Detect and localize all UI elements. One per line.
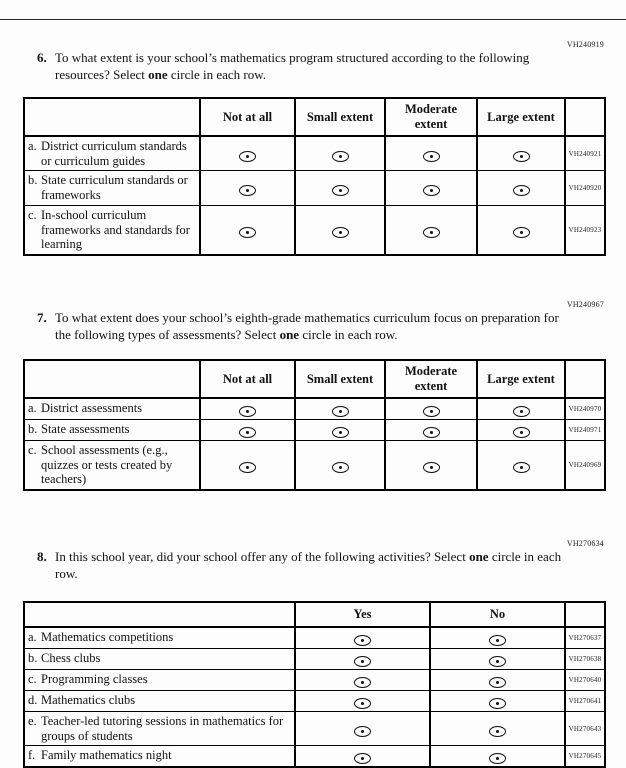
oval-cell-yes	[295, 746, 430, 768]
oval-mark	[246, 231, 249, 234]
empty-code-header-cell	[565, 602, 605, 627]
row-letter: b.	[28, 173, 38, 188]
oval-mark	[496, 681, 499, 684]
oval-mark	[430, 466, 433, 469]
response-oval[interactable]	[332, 185, 349, 196]
question-number: 6.	[37, 50, 47, 65]
oval-cell-yes	[295, 648, 430, 669]
response-oval[interactable]	[239, 227, 256, 238]
response-oval[interactable]	[354, 698, 371, 709]
question-text: In this school year, did your school offer any of the following activities? Select one circle in each row.	[55, 549, 562, 581]
oval-cell-small-extent	[295, 398, 385, 420]
oval-mark	[430, 231, 433, 234]
row-text: Chess clubs	[41, 650, 101, 665]
question-7-head	[37, 310, 598, 344]
oval-mark	[361, 660, 364, 663]
response-oval[interactable]	[332, 427, 349, 438]
oval-mark	[246, 431, 249, 434]
row-letter: d.	[28, 692, 38, 707]
oval-mark	[496, 702, 499, 705]
question-text: To what extent does your school’s eighth-grade mathematics curriculum focus on preparation for the following types of assessments? Select one circle in each row.	[55, 310, 559, 342]
empty-header-cell	[24, 98, 200, 136]
oval-cell-no	[430, 746, 565, 768]
oval-mark	[361, 681, 364, 684]
oval-cell-not-at-all	[200, 205, 295, 255]
empty-code-header-cell	[565, 360, 605, 398]
column-header-moderate-extent: Moderate extent	[385, 98, 477, 136]
column-header-yes: Yes	[295, 602, 430, 627]
row-label	[24, 690, 295, 711]
oval-mark	[339, 189, 342, 192]
page-content	[23, 20, 604, 768]
response-oval[interactable]	[513, 185, 530, 196]
row-code: VH270637	[565, 627, 605, 649]
response-oval[interactable]	[239, 427, 256, 438]
row-code: VH240971	[565, 419, 605, 440]
row-text: Teacher-led tutoring sessions in mathematics for groups of students	[41, 713, 284, 743]
oval-cell-large-extent	[477, 419, 565, 440]
oval-mark	[339, 410, 342, 413]
response-oval[interactable]	[332, 406, 349, 417]
oval-mark	[520, 466, 523, 469]
oval-cell-yes	[295, 711, 430, 746]
oval-cell-small-extent	[295, 419, 385, 440]
response-oval[interactable]	[332, 462, 349, 473]
response-oval[interactable]	[354, 753, 371, 764]
oval-mark	[520, 431, 523, 434]
row-code: VH240921	[565, 136, 605, 171]
column-header-large-extent: Large extent	[477, 360, 565, 398]
oval-mark	[339, 231, 342, 234]
row-text: State assessments	[41, 421, 130, 436]
column-header-not-at-all: Not at all	[200, 98, 295, 136]
oval-mark	[430, 189, 433, 192]
response-oval[interactable]	[239, 406, 256, 417]
header-row	[24, 602, 605, 627]
question-6-table	[23, 97, 606, 256]
row-code: VH270645	[565, 746, 605, 768]
response-oval[interactable]	[513, 406, 530, 417]
oval-cell-small-extent	[295, 171, 385, 206]
oval-cell-moderate-extent	[385, 205, 477, 255]
question-text: To what extent is your school’s mathematics program structured according to the following resources? Select one circle in each row.	[55, 50, 530, 82]
response-oval[interactable]	[423, 462, 440, 473]
response-oval[interactable]	[513, 151, 530, 162]
oval-cell-no	[430, 648, 565, 669]
oval-cell-large-extent	[477, 205, 565, 255]
oval-cell-no	[430, 669, 565, 690]
table-row	[24, 746, 605, 768]
oval-cell-not-at-all	[200, 440, 295, 490]
column-header-large-extent: Large extent	[477, 98, 565, 136]
response-oval[interactable]	[489, 656, 506, 667]
row-label	[24, 669, 295, 690]
question-number: 8.	[37, 549, 47, 565]
oval-mark	[361, 757, 364, 760]
oval-cell-no	[430, 627, 565, 649]
oval-cell-moderate-extent	[385, 136, 477, 171]
row-letter: f.	[28, 748, 36, 763]
row-label	[24, 648, 295, 669]
oval-mark	[430, 431, 433, 434]
row-code: VH270643	[565, 711, 605, 746]
table-row	[24, 440, 605, 490]
row-label	[24, 136, 200, 171]
oval-cell-not-at-all	[200, 419, 295, 440]
oval-mark	[361, 702, 364, 705]
oval-mark	[361, 639, 364, 642]
row-label	[24, 440, 200, 490]
header-row	[24, 360, 605, 398]
oval-cell-not-at-all	[200, 136, 295, 171]
response-oval[interactable]	[423, 151, 440, 162]
oval-mark	[520, 410, 523, 413]
question-7-table	[23, 359, 606, 491]
row-letter: e.	[28, 713, 37, 728]
response-oval[interactable]	[513, 462, 530, 473]
oval-cell-moderate-extent	[385, 419, 477, 440]
row-letter: b.	[28, 421, 38, 436]
oval-cell-large-extent	[477, 171, 565, 206]
oval-cell-moderate-extent	[385, 440, 477, 490]
oval-cell-not-at-all	[200, 171, 295, 206]
question-7-section	[23, 301, 604, 491]
table-row	[24, 171, 605, 206]
response-oval[interactable]	[513, 427, 530, 438]
oval-mark	[496, 639, 499, 642]
column-header-small-extent: Small extent	[295, 360, 385, 398]
response-oval[interactable]	[332, 151, 349, 162]
row-letter: c.	[28, 207, 37, 222]
question-6-head	[37, 50, 598, 84]
table-row	[24, 690, 605, 711]
oval-mark	[430, 155, 433, 158]
column-header-not-at-all: Not at all	[200, 360, 295, 398]
oval-mark	[520, 189, 523, 192]
question-7-code: VH240967	[566, 300, 604, 310]
row-text: State curriculum standards or frameworks	[41, 173, 188, 203]
oval-cell-large-extent	[477, 398, 565, 420]
response-oval[interactable]	[332, 227, 349, 238]
oval-mark	[430, 410, 433, 413]
oval-cell-moderate-extent	[385, 398, 477, 420]
oval-mark	[246, 410, 249, 413]
oval-cell-small-extent	[295, 136, 385, 171]
oval-mark	[246, 189, 249, 192]
response-oval[interactable]	[354, 726, 371, 737]
row-code: VH240970	[565, 398, 605, 420]
response-oval[interactable]	[489, 677, 506, 688]
response-oval[interactable]	[489, 635, 506, 646]
column-header-moderate-extent: Moderate extent	[385, 360, 477, 398]
response-oval[interactable]	[239, 151, 256, 162]
row-label	[24, 746, 295, 768]
question-6-code: VH240919	[566, 40, 604, 49]
oval-cell-small-extent	[295, 440, 385, 490]
row-code: VH240920	[565, 171, 605, 206]
question-8-head	[37, 549, 598, 583]
oval-mark	[496, 757, 499, 760]
response-oval[interactable]	[513, 227, 530, 238]
response-oval[interactable]	[239, 462, 256, 473]
oval-cell-not-at-all	[200, 398, 295, 420]
oval-mark	[361, 730, 364, 733]
table-row	[24, 669, 605, 690]
row-label	[24, 627, 295, 649]
row-code: VH240969	[565, 440, 605, 490]
row-text: School assessments (e.g., quizzes or tests created by teachers)	[41, 442, 173, 487]
empty-code-header-cell	[565, 98, 605, 136]
table-row	[24, 419, 605, 440]
oval-mark	[339, 466, 342, 469]
oval-mark	[496, 660, 499, 663]
row-letter: a.	[28, 138, 37, 153]
row-letter: a.	[28, 629, 37, 644]
question-8-table	[23, 601, 606, 768]
row-text: Family mathematics night	[41, 748, 172, 763]
oval-cell-yes	[295, 669, 430, 690]
row-text: Mathematics competitions	[41, 629, 174, 644]
table-row	[24, 648, 605, 669]
oval-cell-yes	[295, 690, 430, 711]
oval-cell-large-extent	[477, 136, 565, 171]
response-oval[interactable]	[423, 427, 440, 438]
response-oval[interactable]	[354, 656, 371, 667]
oval-mark	[520, 231, 523, 234]
header-row	[24, 98, 605, 136]
oval-cell-yes	[295, 627, 430, 649]
oval-cell-no	[430, 711, 565, 746]
row-text: In-school curriculum frameworks and standards for learning	[41, 207, 190, 252]
table-row	[24, 205, 605, 255]
row-code: VH270641	[565, 690, 605, 711]
column-header-no: No	[430, 602, 565, 627]
table-row	[24, 627, 605, 649]
response-oval[interactable]	[354, 677, 371, 688]
oval-mark	[496, 730, 499, 733]
response-oval[interactable]	[354, 635, 371, 646]
oval-cell-small-extent	[295, 205, 385, 255]
empty-header-cell	[24, 360, 200, 398]
oval-cell-moderate-extent	[385, 171, 477, 206]
row-code: VH270638	[565, 648, 605, 669]
row-letter: b.	[28, 650, 38, 665]
response-oval[interactable]	[489, 726, 506, 737]
row-letter: a.	[28, 400, 37, 415]
row-text: District assessments	[41, 400, 143, 415]
oval-cell-large-extent	[477, 440, 565, 490]
response-oval[interactable]	[239, 185, 256, 196]
oval-mark	[246, 466, 249, 469]
oval-mark	[520, 155, 523, 158]
row-letter: c.	[28, 671, 37, 686]
oval-mark	[246, 155, 249, 158]
row-text: Mathematics clubs	[41, 692, 136, 707]
table-row	[24, 398, 605, 420]
response-oval[interactable]	[489, 753, 506, 764]
row-label	[24, 205, 200, 255]
row-code: VH240923	[565, 205, 605, 255]
question-number: 7.	[37, 310, 47, 326]
question-8-code: VH270634	[566, 539, 604, 549]
question-6-section	[23, 41, 604, 256]
row-label	[24, 171, 200, 206]
column-header-small-extent: Small extent	[295, 98, 385, 136]
question-8-section	[23, 540, 604, 768]
oval-mark	[339, 155, 342, 158]
row-letter: c.	[28, 442, 37, 457]
row-label	[24, 711, 295, 746]
oval-mark	[339, 431, 342, 434]
response-oval[interactable]	[489, 698, 506, 709]
row-code: VH270640	[565, 669, 605, 690]
response-oval[interactable]	[423, 227, 440, 238]
table-row	[24, 136, 605, 171]
response-oval[interactable]	[423, 406, 440, 417]
oval-cell-no	[430, 690, 565, 711]
row-label	[24, 398, 200, 420]
row-label	[24, 419, 200, 440]
empty-header-cell	[24, 602, 295, 627]
row-text: District curriculum standards or curriculum guides	[41, 138, 187, 168]
table-row	[24, 711, 605, 746]
response-oval[interactable]	[423, 185, 440, 196]
row-text: Programming classes	[41, 671, 148, 686]
